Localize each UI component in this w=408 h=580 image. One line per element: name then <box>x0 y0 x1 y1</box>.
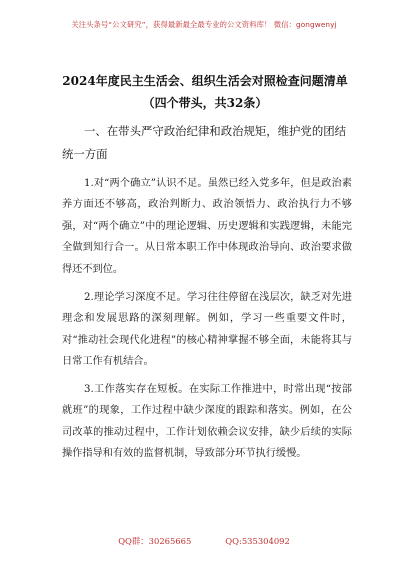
document-title: 2024年度民主生活会、组织生活会对照检查问题清单（四个带头，共32条） <box>62 74 348 110</box>
paragraph-item-2: 2.理论学习深度不足。学习往往停留在浅层次，缺乏对先进理念和发展思路的深刻理解。例如，学习一些重要文件时，对“推动社会现代化进程”的核心精神掌握不够全面，未能将其与日常工作有机结合。 <box>62 292 352 368</box>
footer-qq: QQ:535304092 <box>225 536 290 546</box>
footer-qq-group: QQ群：30265665 <box>118 536 192 546</box>
top-promo-banner: 关注头条号“公文研究”，获得最新最全最专业的公文资料库！ 微信：gongwenyj <box>71 20 337 29</box>
paragraph-item-3: 3.工作落实存在短板。在实际工作推进中，时常出现“按部就班”的现象，工作过程中缺少深度的跟踪和落实。例如，在公司改革的推动过程中，工作计划依赖会议安排，缺少后续的实际操作指导和有效的监督机制，导致部分环节执行缓慢。 <box>62 384 352 460</box>
footer-contact-banner <box>0 535 408 547</box>
paragraph-item-1: 1.对“两个确立”认识不足。虽然已经入党多年，但是政治素养方面还不够高，政治判断力、政治领悟力、政治执行力不够强，对“两个确立”中的理论逻辑、历史逻辑和实践逻辑，未能完全做到知行合一。从日常本职工作中体现政治导向、政治要求做得还不到位。 <box>62 178 352 275</box>
section-heading: 一、在带头严守政治纪律和政治规矩，维护党的团结统一方面 <box>62 124 346 161</box>
